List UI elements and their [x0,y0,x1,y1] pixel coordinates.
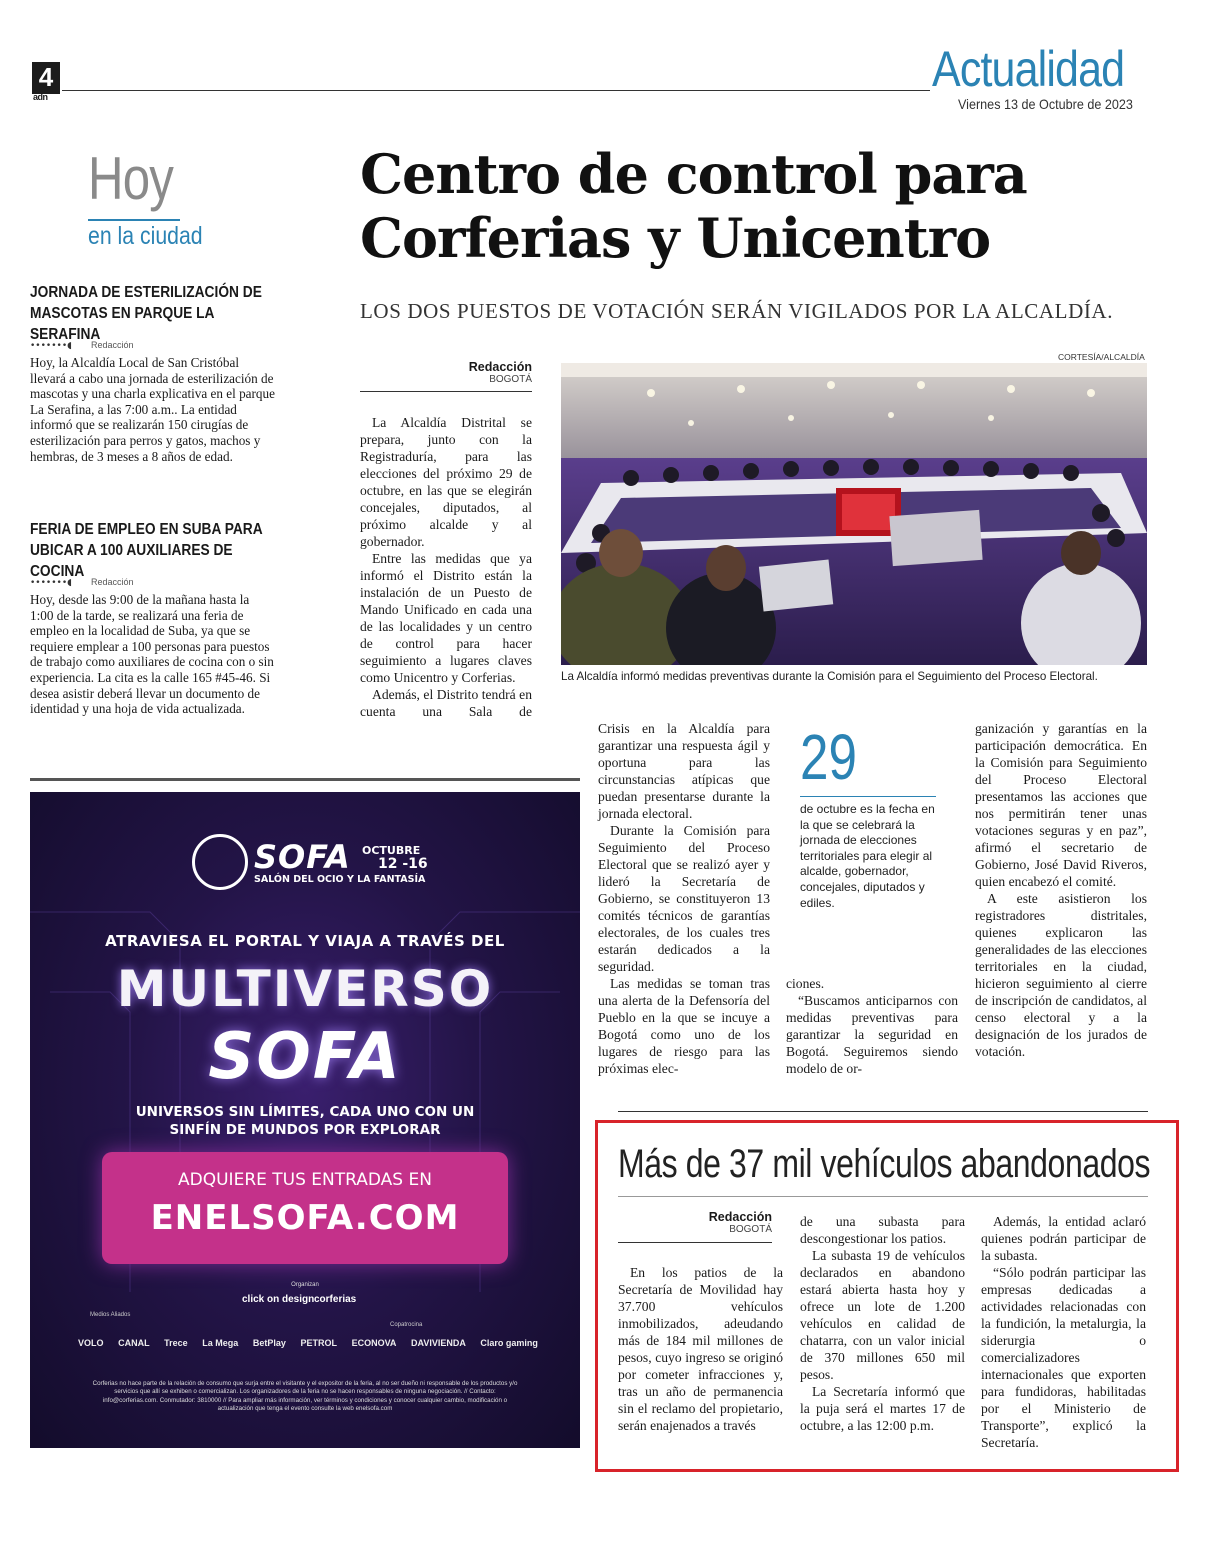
brief-byline-row [30,333,134,352]
paragraph: Las medidas se toman tras una alerta de la Defensoría del Pueblo en la que se incuye a Bogotá como uno de los lugares de riesgo para las próximas elec- [598,976,770,1076]
brief-headline: FERIA DE EMPLEO EN SUBA PARA UBICAR A 100 AUXILIARES DE COCINA [30,521,263,580]
fact-number: 29 [800,721,857,793]
paragraph: “Sólo podrán participar las empresas dedicadas a actividades relacionadas con la fundición, la metalurgia, la siderurgia o comercializadores internacionales que exporten para fundidoras, habilitadas por el Ministerio de Transporte”, explicó la Secretaría. [981,1265,1146,1450]
paragraph: La Secretaría informó que la puja será el martes 17 de octubre, a las 12:00 p.m. [800,1384,965,1433]
section-title: Actualidad [932,41,1125,97]
secondary-headline: Más de 37 mil vehículos abandonados [618,1142,1151,1186]
sofa-logo-icon [192,834,248,890]
paragraph: La Alcaldía Distrital se prepara, junto con la Registraduría, para las elecciones del próximo 29 de octubre, en las que se elegirán concejales, diputados, al próximo alcalde y al gobernador. [360,415,532,549]
main-article-column-3 [786,975,958,1077]
brief-byline: Redacción [91,577,134,587]
paragraph: ganización y garantías en la participación democrática. En la Comisión para Seguimiento del Proceso Electoral presentamos las acciones que nos permitirán tener unas votaciones seguras y en paz”, afirmó el secretario de Gobierno, José David Riveros, quien encabezó el comité. [975,721,1147,889]
secondary-article-column-2 [800,1213,965,1434]
sponsor-logo: BetPlay [252,1338,286,1348]
main-article-column-1 [360,414,532,720]
ad-line-1: ATRAVIESA EL PORTAL Y VIAJA A TRAVÉS DEL [105,932,505,950]
ad-cta-line-1: ADQUIERE TUS ENTRADAS EN [178,1170,432,1190]
ad-headline-multiverso: MULTIVERSO [116,960,494,1018]
headline-rule [618,1196,1148,1197]
brief-byline: Redacción [91,340,134,350]
paragraph: de una subasta para descongestionar los patios. [800,1214,965,1246]
photo-credit: CORTESÍA/ALCALDÍA [1058,352,1145,362]
main-photo [561,363,1147,665]
sponsor-logo: PETROL [300,1338,337,1348]
secondary-byline [618,1210,772,1235]
briefs-title-rule [88,219,180,221]
ad-disclaimer: Corferias no hace parte de la relación de consumo que surja entre el visitante y el expositor de la feria, al no ser dueño ni responsable de los productos y/o servicios que allí se exhiben o comercializan. Los organizadores de la feria no se hacen responsables de ninguna negociación. // Contacto: info@corferias.com. Conmutador: 3810000 // Para ampliar más información, ver términos y condiciones y conocer cualquier cambio, modificación o actualización que tenga el evento consulte la web enelsofa.com [92,1380,518,1413]
secondary-article-column-1 [618,1264,783,1434]
secondary-article-column-3 [981,1213,1146,1451]
byline-city: BOGOTÁ [729,1224,772,1235]
main-article-column-4 [975,720,1147,1060]
byline-rule [360,391,532,392]
ad-month: OCTUBRE [362,844,421,857]
edition-date: Viernes 13 de Octubre de 2023 [958,96,1133,112]
ad-organizer-1: click on design [242,1294,315,1305]
ad-sponsor-logos [78,1338,538,1348]
sponsor-logo: VOLO [78,1338,104,1348]
sponsor-logo: ECONOVA [351,1338,397,1348]
sponsor-logo: La Mega [202,1338,239,1348]
main-article-column-2 [598,720,770,1077]
ad-sponsors-label: Copatrocina [390,1322,423,1328]
paragraph: La subasta 19 de vehículos declarados en abandono estará abierta hasta hoy y ofrece un lote de 1.200 vehículos en calidad de chatarra, con un valor inicial de 370 millones 650 mil pesos. [800,1248,965,1382]
brief-body: Hoy, desde las 9:00 de la mañana hasta la 1:00 de la tarde, se realizará una feria de empleo en la localidad de Suba, ya que se requiere emplear a 100 personas para puestos de trabajo como auxiliares de cocina con o sin experiencia. La cita es la calle 165 #45-46. Si desea asistir deberá llevar un documento de identidad y una hoja de vida actualizada. [30,592,274,717]
meeting-room-photo [561,363,1147,665]
paragraph: A este asistieron los registradores distritales, quienes explicaron las generalidades de las elecciones territoriales en la ciudad, hicieron seguimiento al cierre de inscripción de candidatos, al censo electoral y a la designación de los jurados de votación. [975,891,1147,1059]
briefs-title: Hoy [88,145,174,212]
page-number: 4 [32,62,60,94]
byline-dots-icon: •••••••◖ [30,341,72,351]
ad-background-lines [30,792,580,1448]
ad-logo: SOFA [254,838,351,876]
paragraph: Crisis en la Alcaldía para garantizar una respuesta ágil y oportuna para las circunstancias atípicas que puedan presentarse durante la jornada electoral. [598,721,770,821]
paragraph: Durante la Comisión para Seguimiento del Proceso Electoral que se realizó ayer y lideró la Secretaría de Gobierno, se constituyeron 13 comités técnicos de garantías electorales, de los cuales tres estarán dedicados a la seguridad. [598,823,770,974]
paragraph: “Buscamos anticiparnos con medidas preventivas para garantizar la seguridad en Bogotá. Seguiremos siendo modelo de or- [786,993,958,1076]
ad-organizers-label: Organizan [291,1282,319,1288]
main-headline: Centro de control para Corferias y Unicentro [360,142,1027,270]
ad-organizer-2: corferias [314,1294,357,1305]
photo-caption: La Alcaldía informó medidas preventivas durante la Comisión para el Seguimiento del Proceso Electoral. [561,670,1098,683]
sponsor-logo: Trece [164,1338,188,1348]
ad-tagline: SALÓN DEL OCIO Y LA FANTASÍA [254,874,426,885]
ad-cta-button[interactable] [102,1152,508,1264]
section-divider [30,778,580,781]
brand-logo: adn [33,92,48,102]
ad-line-2b: SINFÍN DE MUNDOS POR EXPLORAR [169,1122,441,1138]
sofa-advertisement[interactable] [30,792,580,1448]
main-byline [360,360,532,385]
byline-name: Redacción [468,360,532,374]
ad-headline-sofa: SOFA [208,1020,402,1094]
fact-rule [800,796,936,797]
paragraph: ciones. [786,976,825,991]
ad-allies-label: Medios Aliados [90,1312,131,1318]
ad-cta-url[interactable]: ENELSOFA.COM [150,1198,460,1238]
section-divider [618,1111,1148,1112]
header-rule [62,90,930,91]
paragraph: Entre las medidas que ya informó el Distrito están la instalación de un Puesto de Mando Unificado en cada una de las localidades y un centro de control para hacer seguimiento a lugares claves como Unicentro y Corferias. [360,551,532,685]
byline-city: BOGOTÁ [489,374,532,385]
ad-line-2a: UNIVERSOS SIN LÍMITES, CADA UNO CON UN [135,1104,475,1120]
fact-text: de octubre es la fecha en la que se celebrará la jornada de elecciones territoriales para elegir al alcalde, gobernador, concejales, diputados y ediles. [800,802,935,910]
byline-name: Redacción [708,1210,772,1224]
main-subhead: LOS DOS PUESTOS DE VOTACIÓN SERÁN VIGILADOS POR LA ALCALDÍA. [360,299,1114,323]
sponsor-logo: CANAL [118,1338,150,1348]
paragraph: Además, la entidad aclaró quienes podrán participar de la subasta. [981,1214,1146,1263]
paragraph: En los patios de la Secretaría de Movilidad hay 37.700 vehículos inmobilizados, adeudando más de 184 mil millones de pesos, cuyo ingreso se originó por cometer infracciones y, tras un año de permanencia sin el reclamo del propietario, serán enajenados a través [618,1265,783,1433]
brief-headline: JORNADA DE ESTERILIZACIÓN DE MASCOTAS EN PARQUE LA SERAFINA [30,284,262,343]
brief-byline-row [30,570,134,589]
brief-body: Hoy, la Alcaldía Local de San Cristóbal llevará a cabo una jornada de esterilización de mascotas y una charla explicativa en el parque La Serafina, a las 7:00 a.m.. La entidad informó que se realizarán 150 cirugías de esterilización para perros y gatos, machos y hembras, de 3 meses a 8 años de edad. [30,355,275,464]
sponsor-logo: Claro gaming [480,1338,538,1348]
paragraph: Además, el Distrito tendrá en cuenta una Sala de [360,687,532,719]
byline-dots-icon: •••••••◖ [30,578,72,588]
sponsor-logo: DAVIVIENDA [411,1338,466,1348]
ad-dates: 12 -16 [378,856,428,872]
briefs-subtitle: en la ciudad [88,222,203,250]
byline-rule [618,1242,772,1243]
